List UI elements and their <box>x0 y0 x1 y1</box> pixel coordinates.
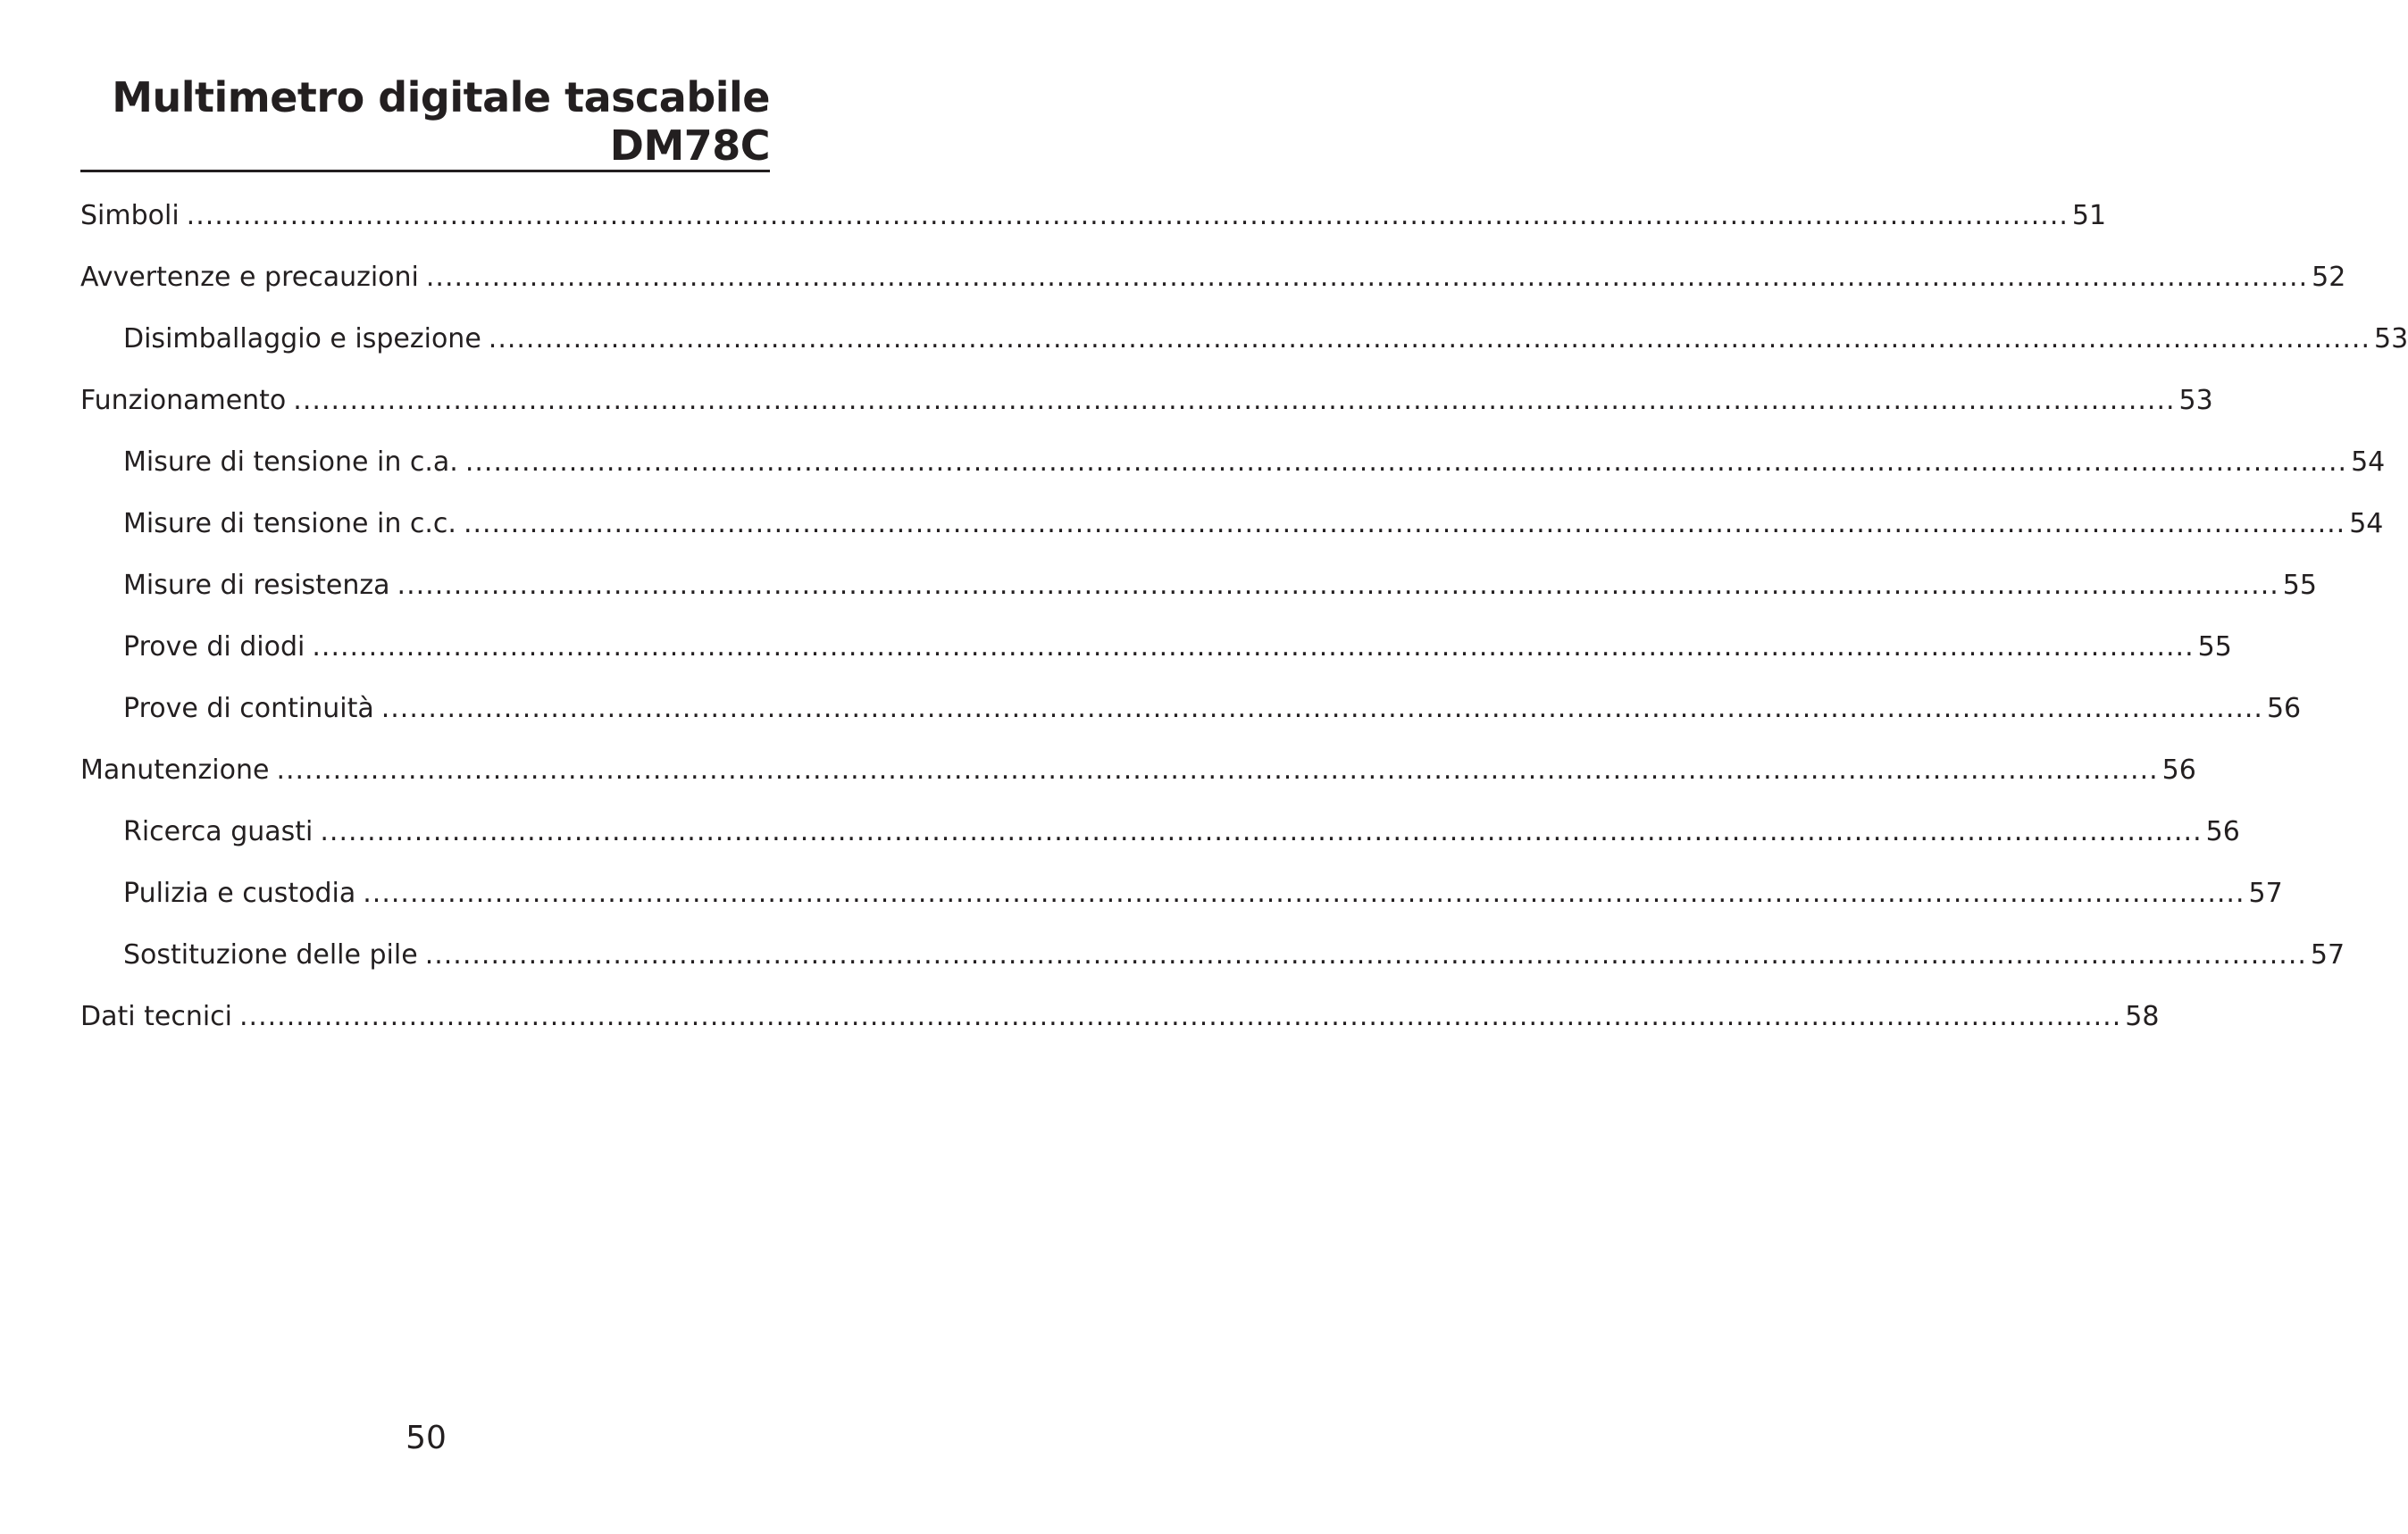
toc-dot-leader: ........................................................................................................................................................................................................ <box>320 816 2203 847</box>
toc-entry-label: Prove di diodi <box>123 631 305 663</box>
toc-entry-label: Pulizia e custodia <box>123 878 356 909</box>
toc-entry-label: Misure di tensione in c.c. <box>123 508 456 539</box>
toc-entry[interactable] <box>80 554 2317 616</box>
table-of-contents <box>80 185 2408 1047</box>
toc-entry-page: 57 <box>2310 939 2345 971</box>
toc-entry-page: 51 <box>2071 200 2107 231</box>
toc-dot-leader: ........................................................................................................................................................................................................ <box>425 262 2309 293</box>
toc-entry-page: 55 <box>2282 570 2317 601</box>
toc-dot-leader: ........................................................................................................................................................................................................ <box>464 446 2348 478</box>
toc-entry[interactable] <box>80 924 2345 986</box>
toc-entry-page: 58 <box>2125 1001 2160 1032</box>
toc-entry-page: 54 <box>2349 508 2384 539</box>
toc-entry-label: Misure di resistenza <box>123 570 390 601</box>
toc-entry-label: Misure di tensione in c.a. <box>123 446 458 478</box>
toc-entry-page: 53 <box>2178 385 2213 416</box>
toc-dot-leader: ........................................................................................................................................................................................................ <box>424 939 2307 971</box>
toc-entry-label: Prove di continuità <box>123 693 374 724</box>
toc-dot-leader: ........................................................................................................................................................................................................ <box>380 693 2263 724</box>
toc-dot-leader: ........................................................................................................................................................................................................ <box>186 200 2069 231</box>
title-divider <box>80 170 770 172</box>
toc-entry[interactable] <box>80 493 2384 554</box>
toc-dot-leader: ........................................................................................................................................................................................................ <box>363 878 2245 909</box>
document-title <box>80 73 770 170</box>
toc-entry-page: 56 <box>2161 754 2196 786</box>
toc-entry-page: 53 <box>2374 323 2408 354</box>
toc-dot-leader: ........................................................................................................................................................................................................ <box>397 570 2279 601</box>
toc-entry-page: 54 <box>2351 446 2386 478</box>
toc-dot-leader: ........................................................................................................................................................................................................ <box>312 631 2195 663</box>
toc-dot-leader: ........................................................................................................................................................................................................ <box>239 1001 2122 1032</box>
toc-entry[interactable] <box>80 308 2408 370</box>
toc-entry[interactable] <box>80 678 2302 739</box>
toc-dot-leader: ........................................................................................................................................................................................................ <box>276 754 2159 786</box>
document-title-line-1: Multimetro digitale tascabile <box>112 73 770 121</box>
toc-entry-label: Funzionamento <box>80 385 287 416</box>
toc-entry[interactable] <box>80 986 2160 1047</box>
toc-entry[interactable] <box>80 863 2283 924</box>
toc-entry[interactable] <box>80 616 2232 678</box>
toc-entry-page: 52 <box>2312 262 2346 293</box>
toc-entry-label: Manutenzione <box>80 754 270 786</box>
toc-dot-leader: ........................................................................................................................................................................................................ <box>463 508 2346 539</box>
toc-dot-leader: ........................................................................................................................................................................................................ <box>488 323 2371 354</box>
toc-entry-label: Disimballaggio e ispezione <box>123 323 481 354</box>
toc-entry-page: 57 <box>2248 878 2283 909</box>
toc-entry[interactable] <box>80 801 2240 863</box>
toc-entry-page: 56 <box>2205 816 2240 847</box>
toc-entry-page: 55 <box>2197 631 2232 663</box>
toc-entry[interactable] <box>80 185 2107 246</box>
page-number: 50 <box>406 1420 447 1456</box>
toc-entry-label: Sostituzione delle pile <box>123 939 418 971</box>
toc-entry-label: Dati tecnici <box>80 1001 233 1032</box>
toc-entry-label: Ricerca guasti <box>123 816 314 847</box>
toc-entry-label: Avvertenze e precauzioni <box>80 262 419 293</box>
toc-entry-label: Simboli <box>80 200 180 231</box>
toc-entry[interactable] <box>80 370 2213 431</box>
toc-entry[interactable] <box>80 739 2196 801</box>
document-title-line-2: DM78C <box>609 121 770 170</box>
toc-entry-page: 56 <box>2266 693 2302 724</box>
toc-entry[interactable] <box>80 431 2386 493</box>
toc-entry[interactable] <box>80 246 2346 308</box>
toc-dot-leader: ........................................................................................................................................................................................................ <box>293 385 2176 416</box>
